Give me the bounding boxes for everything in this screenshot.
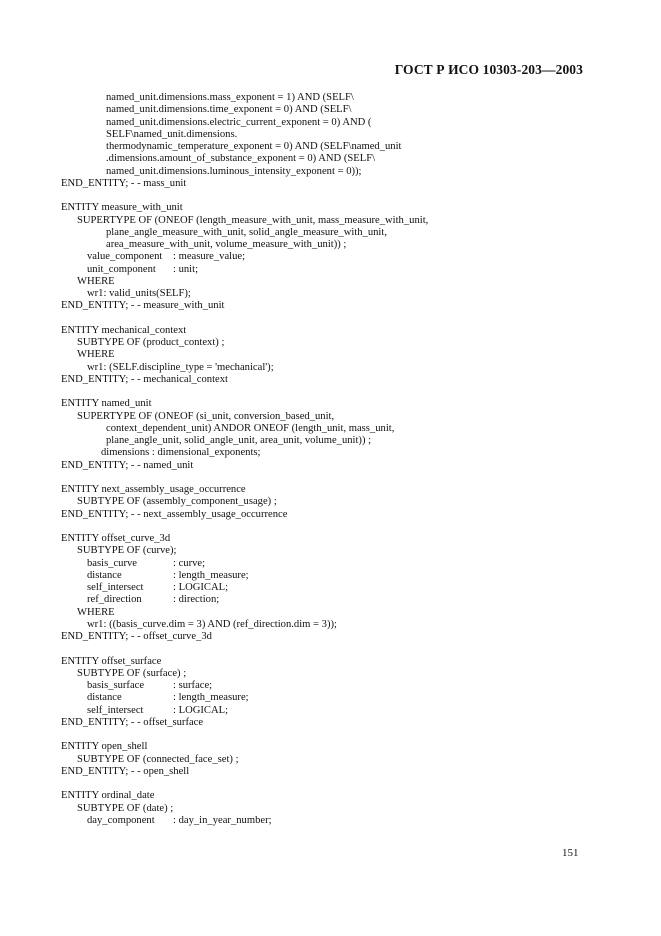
document-header: ГОСТ Р ИСО 10303-203—2003 [394, 62, 583, 77]
attribute-line [61, 680, 601, 692]
code-line: SELF\named_unit.dimensions. [106, 128, 238, 140]
code-line: dimensions : dimensional_exponents; [101, 447, 261, 459]
attribute-type: : unit; [173, 263, 199, 275]
blank-line [61, 472, 601, 484]
blank-line [61, 313, 601, 325]
attribute-type: : LOGICAL; [173, 704, 229, 716]
type-clause: SUBTYPE OF (surface) ; [77, 667, 187, 679]
end-entity-line: END_ENTITY; - - mass_unit [61, 177, 187, 189]
end-entity-line: END_ENTITY; - - named_unit [61, 459, 194, 471]
attribute-line [61, 705, 601, 717]
attribute-type: : LOGICAL; [173, 582, 229, 593]
attribute-name: self_intersect [87, 704, 144, 716]
code-line: context_dependent_unit) ANDOR ONEOF (length_unit, mass_unit, [106, 422, 395, 434]
blank-line [61, 643, 601, 655]
attribute-name: distance [87, 569, 122, 581]
entity-declaration: ENTITY mechanical_context [61, 324, 187, 336]
where-keyword: WHERE [77, 349, 115, 361]
type-clause: SUBTYPE OF (connected_face_set) ; [77, 753, 239, 765]
code-line: area_measure_with_unit, volume_measure_with_unit)) ; [106, 239, 347, 250]
attribute-type: : length_measure; [173, 692, 249, 704]
code-line: named_unit.dimensions.luminous_intensity_exponent = 0)); [106, 165, 362, 177]
attribute-line [61, 570, 601, 582]
attribute-name: unit_component [87, 263, 156, 275]
code-line: named_unit.dimensions.mass_exponent = 1) AND (SELF\ [106, 92, 354, 103]
where-keyword: WHERE [77, 606, 115, 618]
end-entity-line: END_ENTITY; - - mechanical_context [61, 373, 228, 385]
attribute-type: : day_in_year_number; [173, 814, 272, 826]
end-entity-line: END_ENTITY; - - next_assembly_usage_occurrence [61, 508, 288, 520]
code-line: named_unit.dimensions.time_exponent = 0) AND (SELF\ [106, 104, 352, 116]
attribute-type: : length_measure; [173, 569, 249, 581]
attribute-name: distance [87, 692, 122, 704]
code-line: named_unit.dimensions.electric_current_exponent = 0) AND ( [106, 116, 372, 128]
end-entity-line: END_ENTITY; - - offset_curve_3d [61, 631, 212, 642]
blank-line [61, 190, 601, 202]
attribute-line [61, 692, 601, 704]
attribute-type: : surface; [173, 680, 213, 691]
attribute-name: basis_curve [87, 557, 138, 569]
where-rule: wr1: ((basis_curve.dim = 3) AND (ref_direction.dim = 3)); [87, 618, 337, 630]
code-line: thermodynamic_temperature_exponent = 0) AND (SELF\named_unit [106, 141, 402, 152]
entity-declaration: ENTITY open_shell [61, 741, 148, 753]
blank-line [61, 778, 601, 790]
end-entity-line: END_ENTITY; - - offset_surface [61, 716, 204, 728]
attribute-line [61, 251, 601, 263]
entity-declaration: ENTITY offset_curve_3d [61, 533, 171, 544]
attribute-line [61, 594, 601, 606]
blank-line [61, 521, 601, 533]
code-line: plane_angle_measure_with_unit, solid_angle_measure_with_unit, [106, 226, 387, 238]
attribute-name: self_intersect [87, 582, 144, 593]
attribute-name: basis_surface [87, 680, 145, 691]
blank-line [61, 386, 601, 398]
attribute-name: ref_direction [87, 594, 142, 606]
type-clause: SUBTYPE OF (assembly_component_usage) ; [77, 496, 277, 508]
attribute-name: value_component [87, 251, 163, 263]
type-clause: SUBTYPE OF (date) ; [77, 802, 174, 814]
entity-declaration: ENTITY measure_with_unit [61, 202, 183, 214]
end-entity-line: END_ENTITY; - - open_shell [61, 765, 190, 777]
attribute-type: : curve; [173, 557, 206, 569]
type-clause: SUPERTYPE OF (ONEOF (si_unit, conversion_based_unit, [77, 410, 335, 422]
code-line: .dimensions.amount_of_substance_exponent = 0) AND (SELF\ [106, 153, 376, 165]
attribute-type: : direction; [173, 594, 220, 606]
page-number: 151 [562, 847, 579, 859]
blank-line [61, 729, 601, 741]
type-clause: SUBTYPE OF (product_context) ; [77, 337, 225, 348]
type-clause: SUBTYPE OF (curve); [77, 545, 177, 557]
entity-declaration: ENTITY named_unit [61, 398, 152, 410]
entity-declaration: ENTITY offset_surface [61, 655, 162, 667]
where-rule: wr1: (SELF.discipline_type = 'mechanical'); [87, 361, 274, 373]
attribute-line [61, 558, 601, 570]
where-rule: wr1: valid_units(SELF); [87, 288, 191, 299]
end-entity-line: END_ENTITY; - - measure_with_unit [61, 300, 225, 312]
attribute-type: : measure_value; [173, 251, 246, 263]
entity-declaration: ENTITY next_assembly_usage_occurrence [61, 484, 246, 495]
attribute-line [61, 815, 601, 827]
where-keyword: WHERE [77, 275, 115, 287]
attribute-line [61, 264, 601, 276]
attribute-line [61, 582, 601, 594]
entity-declaration: ENTITY ordinal_date [61, 790, 155, 802]
code-line: plane_angle_unit, solid_angle_unit, area_unit, volume_unit)) ; [106, 435, 372, 446]
express-schema-listing [61, 92, 601, 827]
type-clause: SUPERTYPE OF (ONEOF (length_measure_with_unit, mass_measure_with_unit, [77, 214, 429, 226]
attribute-name: day_component [87, 814, 155, 826]
